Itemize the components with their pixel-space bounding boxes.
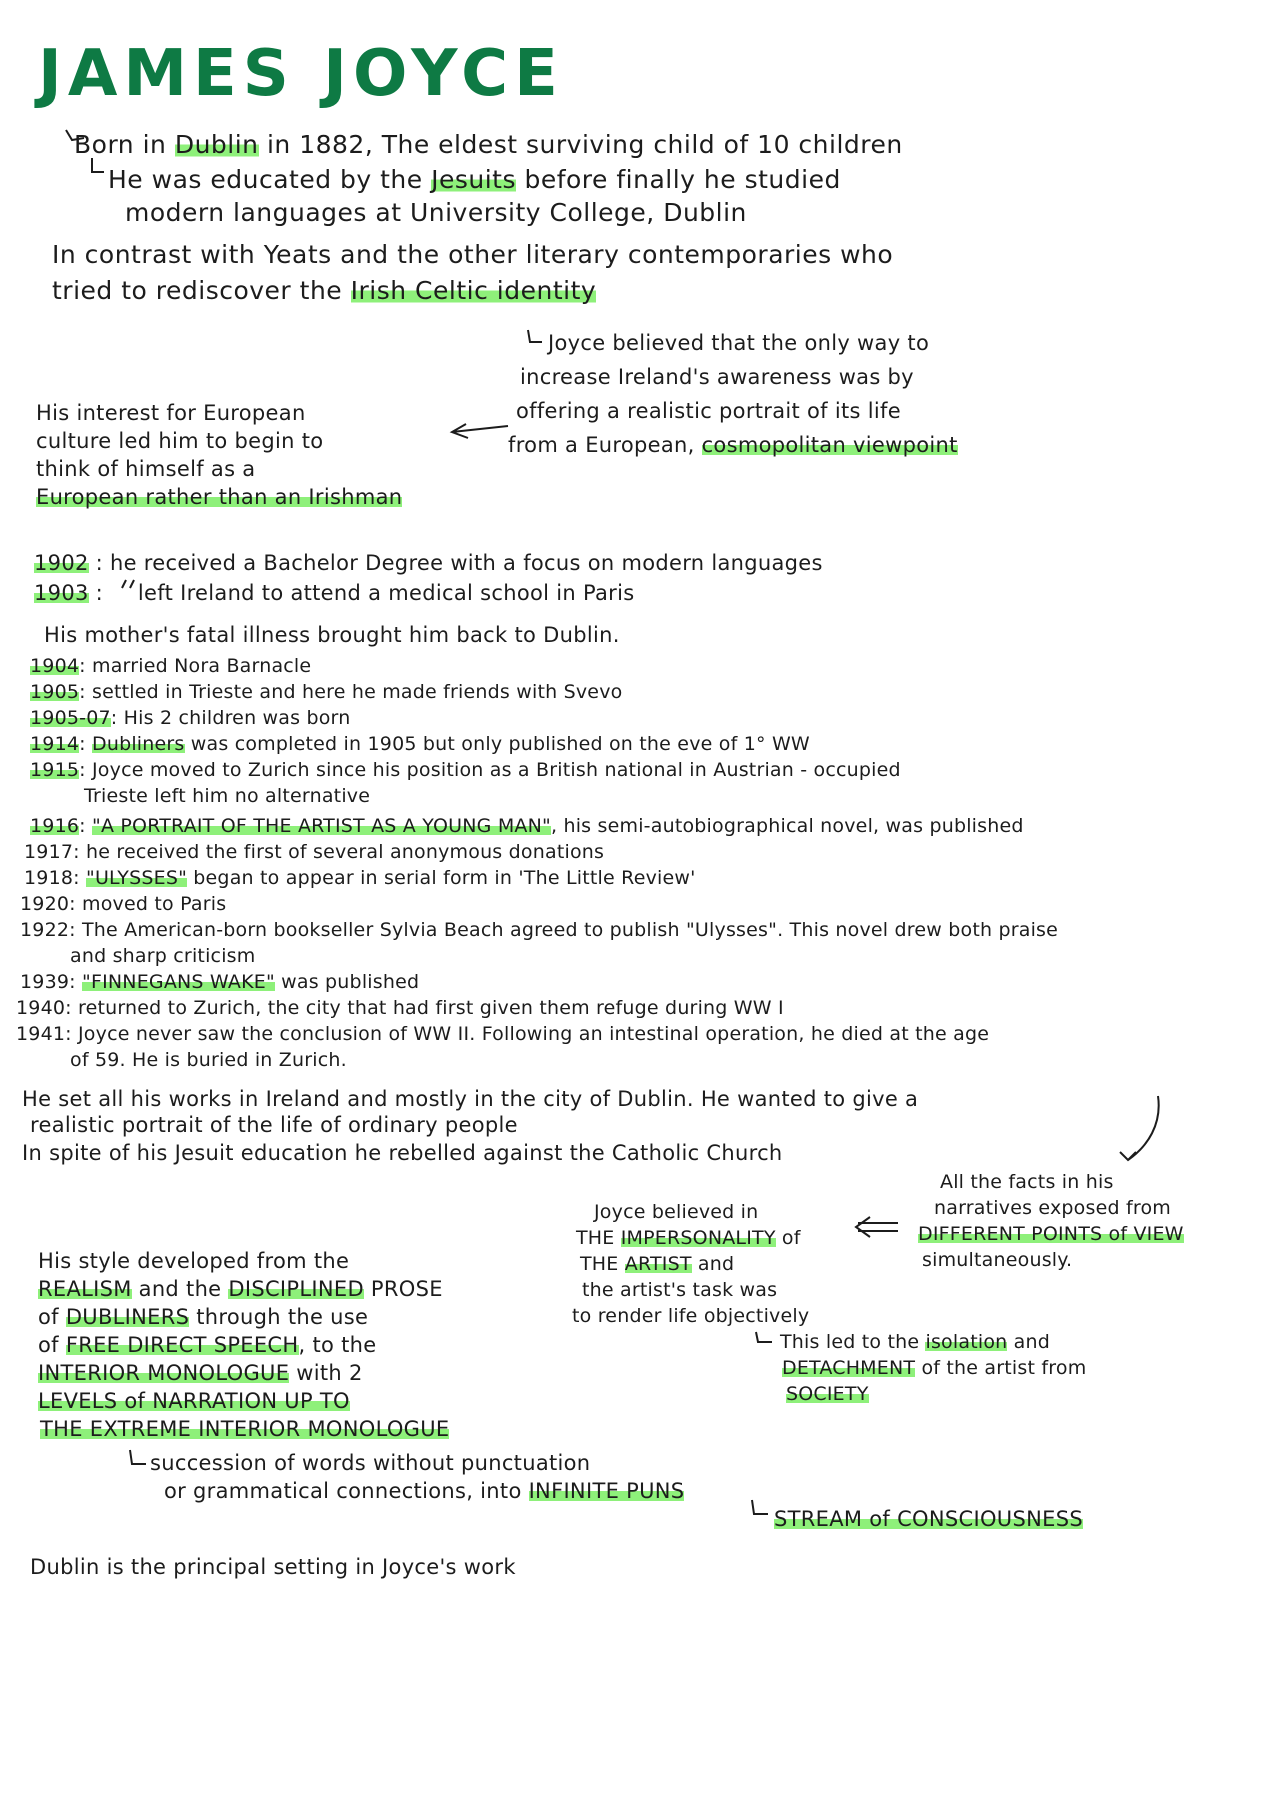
timeline-b-row: and sharp criticism: [70, 945, 256, 967]
timeline-b-row: 1940: returned to Zurich, the city that had first given them refuge during WW I: [16, 997, 784, 1019]
facts-line-4: simultaneously.: [922, 1249, 1073, 1271]
impersonality-line-4: the artist's task was: [582, 1279, 778, 1301]
timeline-b-row: 1941: Joyce never saw the conclusion of WW II. Following an intestinal operation, he died at the age: [16, 1023, 990, 1045]
hook-arrow-icon: [92, 158, 104, 172]
hook-arrow-icon: [130, 1450, 146, 1464]
timeline-b-row: of 59. He is buried in Zurich.: [70, 1049, 347, 1071]
timeline-b-row: 1922: The American-born bookseller Sylvia Beach agreed to publish "Ulysses". This novel drew both praise: [20, 919, 1059, 941]
settings-line-1: He set all his works in Ireland and mostly in the city of Dublin. He wanted to give a: [22, 1087, 919, 1111]
impersonality-line-3: THE ARTIST and: [580, 1253, 735, 1275]
timeline-b-row: 1904: married Nora Barnacle: [30, 655, 312, 677]
right-block-line-4: from a European, cosmopolitan viewpoint: [508, 433, 958, 457]
succession-line-1: succession of words without punctuation: [150, 1451, 591, 1475]
impersonality-line-7: DETACHMENT of the artist from: [782, 1357, 1087, 1379]
timeline-a-row: 1902 : he received a Bachelor Degree with a focus on modern languages: [34, 551, 823, 575]
timeline-b-row: 1917: he received the first of several anonymous donations: [24, 841, 605, 863]
timeline-b-row: 1920: moved to Paris: [20, 893, 227, 915]
hook-arrow-icon: [752, 1500, 768, 1514]
left-block-line-3: think of himself as a: [36, 457, 256, 481]
timeline-b-row: 1915: Joyce moved to Zurich since his position as a British national in Austrian - occupied: [30, 759, 901, 781]
hook-arrow-icon: [756, 1332, 772, 1342]
settings-line-2: realistic portrait of the life of ordinary people: [30, 1113, 518, 1137]
left-block-line-2: culture led him to begin to: [36, 429, 324, 453]
intro-line-1: Born in Dublin in 1882, The eldest surviving child of 10 children: [74, 130, 903, 159]
double-left-arrow-icon: [856, 1217, 898, 1237]
timeline-b-row: 1939: "FINNEGANS WAKE" was published: [20, 971, 420, 993]
right-block-line-3: offering a realistic portrait of its life: [516, 399, 901, 423]
right-block-line-1: Joyce believed that the only way to: [548, 331, 930, 355]
facts-line-3: DIFFERENT POINTS of VIEW: [918, 1223, 1184, 1245]
impersonality-line-1: Joyce believed in: [594, 1201, 759, 1223]
page-title: JAMES JOYCE: [38, 37, 564, 111]
style-line-2: REALISM and the DISCIPLINED PROSE: [38, 1277, 443, 1301]
impersonality-line-5: to render life objectively: [572, 1305, 810, 1327]
intro-line-5: tried to rediscover the Irish Celtic identity: [52, 276, 597, 305]
impersonality-line-8: SOCIETY: [786, 1383, 869, 1405]
style-line-6: LEVELS of NARRATION UP TO: [38, 1389, 350, 1413]
facts-line-1: All the facts in his: [940, 1171, 1114, 1193]
right-block-line-2: increase Ireland's awareness was by: [520, 365, 914, 389]
timeline-b-row: 1905-07: His 2 children was born: [30, 707, 351, 729]
settings-line-3: In spite of his Jesuit education he rebelled against the Catholic Church: [22, 1141, 783, 1165]
timeline-a-row: 1903 : left Ireland to attend a medical school in Paris: [34, 581, 635, 605]
succession-line-2: or grammatical connections, into INFINITE PUNS: [164, 1479, 685, 1503]
timeline-b-row: Trieste left him no alternative: [84, 785, 371, 807]
style-line-3: of DUBLINERS through the use: [38, 1305, 369, 1329]
curved-arrow-icon: [1120, 1096, 1159, 1160]
intro-line-3: modern languages at University College, Dublin: [125, 198, 747, 227]
intro-line-2: He was educated by the Jesuits before finally he studied: [108, 165, 841, 194]
style-line-5: INTERIOR MONOLOGUE with 2: [38, 1361, 363, 1385]
left-block-line-1: His interest for European: [36, 401, 306, 425]
closing-line: Dublin is the principal setting in Joyce's work: [30, 1555, 516, 1579]
left-arrow-icon: [452, 424, 508, 438]
style-line-1: His style developed from the: [38, 1249, 350, 1273]
style-line-7: THE EXTREME INTERIOR MONOLOGUE: [40, 1417, 450, 1441]
timeline-b-row: 1918: "ULYSSES" began to appear in serial form in 'The Little Review': [24, 867, 696, 889]
timeline-b-row: 1905: settled in Trieste and here he made friends with Svevo: [30, 681, 623, 703]
facts-line-2: narratives exposed from: [934, 1197, 1172, 1219]
impersonality-line-6: This led to the isolation and: [780, 1331, 1050, 1353]
hook-arrow-icon: [528, 330, 542, 342]
style-line-4: of FREE DIRECT SPEECH, to the: [38, 1333, 377, 1357]
intro-line-4: In contrast with Yeats and the other literary contemporaries who: [52, 240, 894, 269]
left-block-line-4: European rather than an Irishman: [36, 485, 403, 509]
succession-line-3: STREAM of CONSCIOUSNESS: [774, 1507, 1083, 1531]
impersonality-line-2: THE IMPERSONALITY of: [576, 1227, 801, 1249]
timeline-b-row: 1914: Dubliners was completed in 1905 but only published on the eve of 1° WW: [30, 733, 810, 755]
timeline-b-row: 1916: "A PORTRAIT OF THE ARTIST AS A YOUNG MAN", his semi-autobiographical novel, was published: [30, 815, 1024, 837]
mother-note: His mother's fatal illness brought him back to Dublin.: [44, 623, 620, 647]
